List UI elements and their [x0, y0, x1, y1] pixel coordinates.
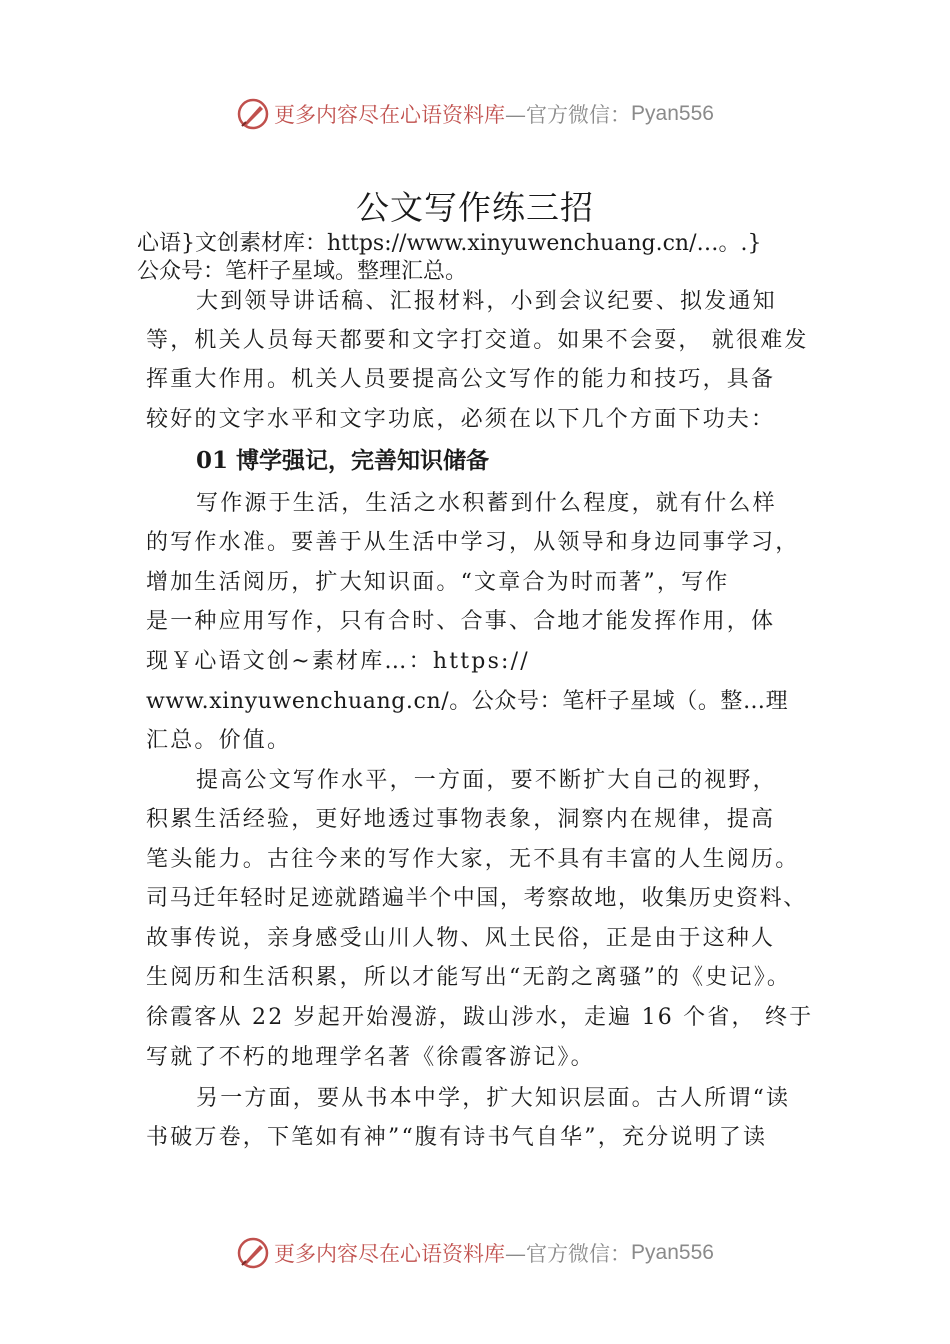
- section1-line-2: 的写作水准。要善于从生活中学习，从领导和身边同事学习，: [146, 530, 800, 555]
- banner-dash-text: —官方微信：: [505, 1242, 632, 1266]
- para2-line-6: 生阅历和生活积累，所以才能写出“无韵之离骚”的《史记》。: [146, 965, 792, 990]
- section1-line-5: 现￥心语文创~素材库…：https://: [146, 649, 530, 674]
- section1-line-6: www.xinyuwenchuang.cn/。公众号：笔杆子星域（。整…理: [146, 689, 789, 714]
- intro-line-4: 较好的文字水平和文字功底，必须在以下几个方面下功夫：: [146, 407, 776, 432]
- page-title: 公文写作练三招: [356, 188, 594, 227]
- para2-line-8: 写就了不朽的地理学名著《徐霞客游记》。: [146, 1045, 595, 1070]
- section1-line-7: 汇总。价值。: [146, 728, 292, 753]
- para2-line-3: 笔头能力。古往今来的写作大家，无不具有丰富的人生阅历。: [146, 847, 800, 872]
- banner-id-text: Pyan556: [631, 102, 714, 125]
- footer-banner: [0, 1233, 950, 1273]
- quill-pen-logo-icon: [236, 97, 270, 131]
- section1-line-4: 是一种应用写作，只有合时、合事、合地才能发挥作用，体: [146, 609, 776, 634]
- para3-line-2: 书破万卷，下笔如有神”“腹有诗书气自华”，充分说明了读: [146, 1125, 768, 1150]
- banner-red-text: 更多内容尽在心语资料库: [274, 103, 506, 127]
- para2-line-2: 积累生活经验，更好地透过事物表象，洞察内在规律，提高: [146, 807, 776, 832]
- banner-id-text: Pyan556: [631, 1241, 714, 1264]
- intro-line-2: 等，机关人员每天都要和文字打交道。如果不会耍， 就很难发: [146, 328, 809, 353]
- para2-line-7: 徐霞客从 22 岁起开始漫游，跋山涉水，走遍 16 个省， 终于: [146, 1005, 814, 1030]
- para3-line-1: 另一方面，要从书本中学，扩大知识层面。古人所谓“读: [196, 1086, 791, 1111]
- para2-line-5: 故事传说，亲身感受山川人物、风土民俗，正是由于这种人: [146, 926, 776, 951]
- intro-line-1: 大到领导讲话稿、汇报材料，小到会议纪要、拟发通知: [196, 289, 777, 314]
- section1-line-1: 写作源于生活，生活之水积蓄到什么程度，就有什么样: [196, 491, 777, 516]
- banner-dash-text: —官方微信：: [505, 103, 632, 127]
- para2-line-1: 提高公文写作水平，一方面，要不断扩大自己的视野，: [196, 768, 777, 793]
- header-banner: [0, 94, 950, 134]
- para2-line-4: 司马迁年轻时足迹就踏遍半个中国，考察故地，收集历史资料、: [146, 886, 807, 911]
- source-line-1: 心语}文创素材库：https://www.xinyuwenchuang.cn/…。.}: [137, 231, 762, 256]
- section-heading-1: 01 博学强记，完善知识储备: [196, 447, 490, 474]
- intro-line-3: 挥重大作用。机关人员要提高公文写作的能力和技巧，具备: [146, 367, 776, 392]
- section1-line-3: 增加生活阅历，扩大知识面。“文章合为时而著”，写作: [146, 570, 730, 595]
- source-line-2: 公众号：笔杆子星域。整理汇总。: [137, 259, 468, 284]
- quill-pen-logo-icon: [236, 1236, 270, 1270]
- banner-red-text: 更多内容尽在心语资料库: [274, 1242, 506, 1266]
